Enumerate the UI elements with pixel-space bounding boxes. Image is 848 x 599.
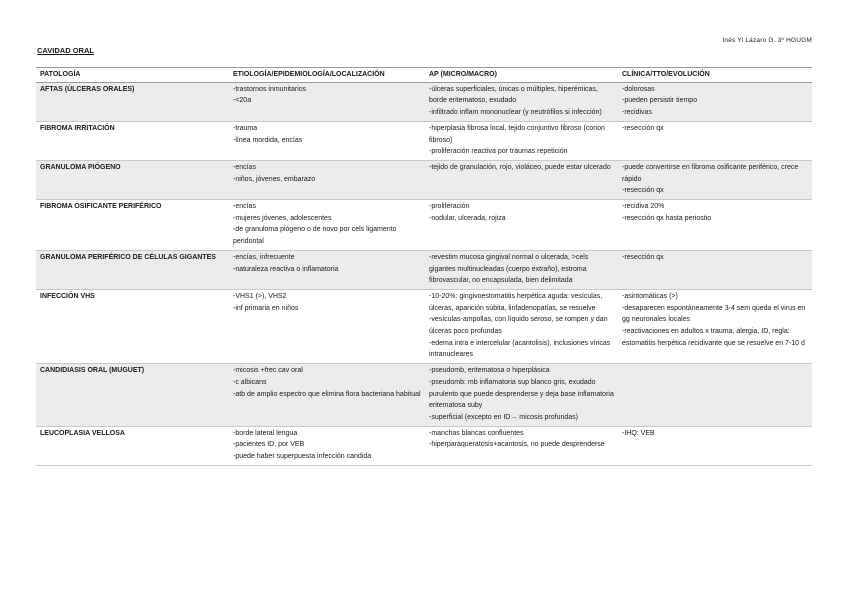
etiology-line: -micosis +frec cav oral — [233, 367, 303, 375]
table-row — [36, 364, 812, 427]
etiology-cell — [229, 82, 425, 121]
etiology-cell — [229, 364, 425, 427]
ap-line: -nodular, ulcerada, rojiza — [429, 214, 506, 222]
clinical-line: -dolorosas — [622, 85, 655, 93]
ap-cell — [425, 82, 618, 121]
ap-cell — [425, 160, 618, 199]
ap-cell — [425, 200, 618, 251]
etiology-line: -naturaleza reactiva o inflamatoria — [233, 265, 339, 273]
table-row — [36, 426, 812, 465]
etiology-line: -<20a — [233, 97, 252, 105]
ap-line: -edema intra e intercelular (acantolisis), inclusiones víricas intranucleares — [429, 339, 611, 359]
clinical-cell — [618, 82, 812, 121]
etiology-line: -línea mordida, encías — [233, 136, 303, 144]
pathology-cell: AFTAS (ÚLCERAS ORALES) — [36, 82, 229, 121]
clinical-line: -reactivaciones en adultos x trauma, alergia, ID, regla: estomatitis herpética recidivante que se resuelve en 7-10 d — [622, 328, 805, 347]
clinical-cell — [618, 160, 812, 199]
ap-line: -hiperplasia fibrosa local, tejido conjuntivo fibroso (corion fibroso) — [429, 124, 605, 144]
clinical-line: -IHQ: VEB — [622, 429, 655, 437]
table-header-row — [36, 68, 812, 83]
ap-line: -tejido de granulación, rojo, violáceo, puede estar ulcerado — [429, 163, 611, 171]
ap-cell — [425, 426, 618, 465]
page-title: CAVIDAD ORAL — [37, 46, 94, 55]
ap-line: -superficial (excepto en ID→ micosis profundas) — [429, 413, 579, 421]
etiology-line: -encías — [233, 203, 256, 211]
etiology-cell — [229, 250, 425, 289]
pathology-table — [36, 67, 812, 466]
ap-line: -infiltrado inflam mononuclear (y neutrófilos si infección) — [429, 109, 602, 117]
etiology-line: -inf primaria en niños — [233, 304, 299, 312]
clinical-line: -resección qx hasta periostio — [622, 214, 712, 222]
ap-cell — [425, 250, 618, 289]
clinical-line: -recidiva 20% — [622, 203, 665, 211]
clinical-line: -recidivas — [622, 109, 652, 117]
ap-cell — [425, 289, 618, 363]
pathology-cell: FIBROMA IRRITACIÓN — [36, 121, 229, 160]
clinical-cell — [618, 426, 812, 465]
author-note: Inés Yi Lázaro G. 3º HGUGM — [722, 37, 812, 44]
clinical-line: -asintomáticas (>) — [622, 292, 678, 300]
etiology-line: -de granuloma piógeno o de novo por cels ligamento peridontal — [233, 226, 397, 246]
ap-line: -proliferación reactiva por traumas repetición — [429, 148, 568, 156]
ap-cell — [425, 121, 618, 160]
pathology-cell: INFECCIÓN VHS — [36, 289, 229, 363]
ap-line: -pseudomb: mb inflamatoria sup blanco gris, exudado purulento que puede desprenderse y deja base inflamatoria eritematosa suby — [429, 378, 614, 410]
table-row — [36, 289, 812, 363]
etiology-line: -atb de amplio espectro que elimina flora bacteriana habitual — [233, 390, 421, 398]
clinical-cell — [618, 121, 812, 160]
table-row — [36, 200, 812, 251]
etiology-line: -encías — [233, 163, 256, 171]
ap-line: -manchas blancas confluentes — [429, 429, 524, 437]
clinical-line: -resección qx — [622, 187, 664, 195]
etiology-line: -trastornos inmunitarios — [233, 85, 307, 93]
column-header-clinical: CLÍNICA/TTO/EVOLUCIÓN — [618, 68, 812, 83]
table-row — [36, 160, 812, 199]
clinical-cell — [618, 250, 812, 289]
etiology-line: -puede haber superpuesta infección candida — [233, 453, 372, 461]
clinical-line: -desaparecen espontáneamente 3-4 sem queda el virus en gg neuronales locales — [622, 304, 806, 324]
etiology-line: -mujeres jóvenes, adolescentes — [233, 214, 332, 222]
pathology-cell: LEUCOPLASIA VELLOSA — [36, 426, 229, 465]
etiology-line: -niños, jóvenes, embarazo — [233, 175, 316, 183]
etiology-line: -pacientes ID, por VEB — [233, 441, 305, 449]
etiology-line: -encías, infrecuente — [233, 253, 295, 261]
clinical-line: -puede convertirse en fibroma osificante periférico, crece rápido — [622, 163, 799, 183]
ap-line: -úlceras superficiales, únicas o múltiples, hiperémicas, borde eritematoso, exudado — [429, 85, 598, 105]
column-header-ap: AP (MICRO/MACRO) — [425, 68, 618, 83]
clinical-line: -resección qx — [622, 253, 664, 261]
ap-line: -pseudomb, eritematosa o hiperplásica — [429, 367, 550, 375]
etiology-line: -borde lateral lengua — [233, 429, 298, 437]
etiology-cell — [229, 121, 425, 160]
etiology-line: -c albicans — [233, 378, 267, 386]
clinical-line: -resección qx — [622, 124, 664, 132]
clinical-cell — [618, 200, 812, 251]
etiology-line: -VHS1 (>), VHS2 — [233, 292, 287, 300]
clinical-cell — [618, 289, 812, 363]
ap-cell — [425, 364, 618, 427]
etiology-cell — [229, 200, 425, 251]
column-header-pathology: PATOLOGÍA — [36, 68, 229, 83]
ap-line: -hiperparaqueratosis+acantosis, no puede desprenderse — [429, 441, 605, 449]
etiology-cell — [229, 289, 425, 363]
etiology-cell — [229, 426, 425, 465]
ap-line: -proliferación — [429, 203, 470, 211]
table-row — [36, 121, 812, 160]
table-row — [36, 82, 812, 121]
ap-line: -revestim mucosa gingival normal o ulcerada, >cels gigantes multinucleadas (cuerpo extraño), estroma fibrovascular, no encapsulada, bien delimitada — [429, 253, 589, 285]
ap-line: -vesículas-ampollas, con líquido seroso, se rompen y dan úlceras poco profundas — [429, 316, 608, 336]
column-header-etiology: ETIOLOGÍA/EPIDEMIOLOGÍA/LOCALIZACIÓN — [229, 68, 425, 83]
ap-line: -10-20%: gingivoestomatitis herpética aguda: vesículas, úlceras, aparición súbita, linfadenopatías, se resuelve — [429, 292, 603, 312]
table-row — [36, 250, 812, 289]
pathology-cell: FIBROMA OSIFICANTE PERIFÉRICO — [36, 200, 229, 251]
pathology-cell: GRANULOMA PERIFÉRICO DE CÉLULAS GIGANTES — [36, 250, 229, 289]
etiology-line: -trauma — [233, 124, 258, 132]
clinical-cell — [618, 364, 812, 427]
pathology-cell: CANDIDIASIS ORAL (MUGUET) — [36, 364, 229, 427]
clinical-line: -pueden persistir tiempo — [622, 97, 698, 105]
etiology-cell — [229, 160, 425, 199]
pathology-cell: GRANULOMA PIÓGENO — [36, 160, 229, 199]
